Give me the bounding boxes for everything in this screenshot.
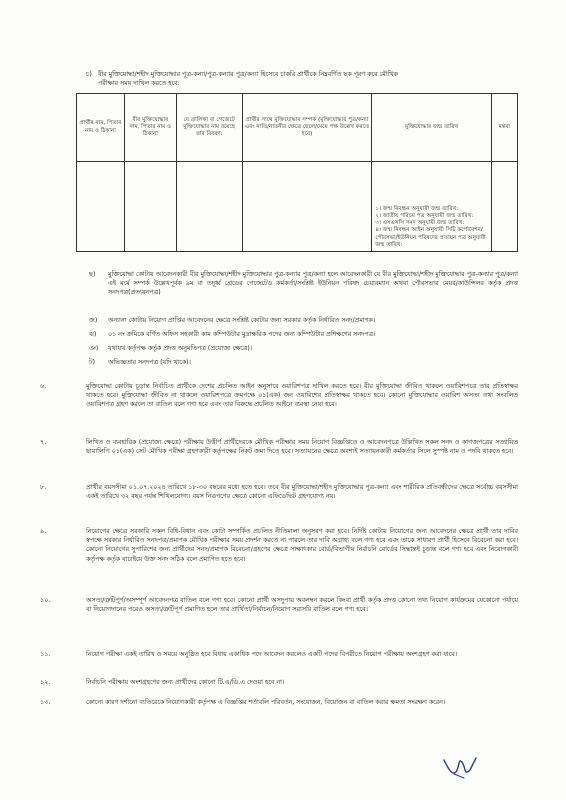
item-number: ১১. <box>40 650 51 658</box>
item-text: লিখিত ও ব্যবহারিক (প্রযোজ্য ক্ষেত্রে) পরীক্ষায় উত্তীর্ণ প্রার্থীদেরকে মৌখিক পরীক্ষার সময় নিয়োগ বিজ্ঞপ্তিতে ও আবেদনপত্রে উল্লিখিত সকল সনদ ও কাগজপত্রের সত্যায়িত ছায়ালিপি ০১(এক) সেট মৌখিক পরীক্ষা গ্রহণকারী কর্তৃপক্ষের নিকট জমা দিতে হবে। সত্যায়নের ক্ষেত্রে অবশ্যই সত্যায়নকারী কর্মকর্তার সিলে সুস্পষ্ট নাম ও পদবি থাকতে হবে। <box>86 439 521 456</box>
sub-item-text: যথাযথ কর্তৃপক্ষ কর্তৃক প্রদত্ত অনুমতিপত্র (প্রযোজ্য ক্ষেত্রে)। <box>108 345 253 352</box>
item-number: ৬. <box>40 382 47 390</box>
sub-item-mark: ছ) <box>89 270 96 278</box>
item-text: নিয়োগ পরীক্ষা একই তারিখ ও সময়ে অনুষ্ঠিত হবে বিধায় একাধিক পদে আবেদন করলেও একটি পদের বিপরীতে নিয়োগ পরীক্ষায় অংশগ্রহণ করা যাবে। <box>86 651 457 658</box>
item-number: ১২. <box>40 678 51 686</box>
table-header: বীর মুক্তিযোদ্ধার নাম, পিতার নাম ও ঠিকানা <box>124 94 176 162</box>
item-number: ১৩. <box>40 698 51 706</box>
item-number: ৭. <box>40 438 47 446</box>
item-text: অসত্য/ত্রুটিপূর্ণ/অসম্পূর্ণ আবেদনপত্র বাতিল বলে গণ্য হবে। কোনো প্রার্থী অসদুপায় অবলম্বন করলে কিংবা প্রার্থী কর্তৃক প্রদত্ত কোনো তথ্য নিয়োগ কার্যক্রমের যেকোনো পর্যায়ে বা নিয়োগদানের পরেও অসত্য/ত্রুটিপূর্ণ প্রমাণিত হলে তার প্রার্থিতা/নির্বাচন/নিয়োগ সরাসরি বাতিল বলে গণ্য হবে। <box>86 597 521 614</box>
birth-date-notes-text: ১। জন্ম নিবন্ধন অনুযায়ী জন্ম তারিখ: ২। জাতীয় পরিচয় পত্র অনুযায়ী জন্ম তারিখ: ৩। এসএসসি সনদ অনুযায়ী জন্ম তারিখ: ৪। জন্ম নিবন্ধন আইন অনুযায়ী সিটি কর্পোরেশন/পৌরসভা/ইউনিয়ন পরিষদের প্রত্যয়ন পত্র অনুযায়ী জন্ম তারিখ: <box>375 205 486 248</box>
item-text: নির্বাচনি পরীক্ষায় অংশগ্রহণের জন্য প্রার্থীদের কোনো টি.এ/ডি.এ দেওয়া হবে না। <box>86 679 285 686</box>
table-header: মুক্তিযোদ্ধার জন্ম তারিখ <box>372 94 492 162</box>
sub-item-mark: ঞ) <box>89 344 99 352</box>
signature-mark <box>440 752 480 782</box>
table-cell <box>77 162 125 252</box>
sub-item-mark: জ) <box>89 316 98 324</box>
item-text: কোনো কারণ দর্শানো ব্যতিরেকে নিয়োগকারী কর্তৃপক্ষ এ বিজ্ঞপ্তির শর্তাবলি পরিবর্তন, সংযোজন, বিয়োজন বা বাতিল করার ক্ষমতা সংরক্ষণ করেন। <box>86 699 446 706</box>
table-header: প্রার্থীর সাথে মুক্তিযোদ্ধার সম্পর্ক (মুক্তিযোদ্ধার পুত্র/কন্যা এবং নাতি/নাতনীর ক্ষেত্রে ছেলে/মেয়ে পক্ষ উল্লেখ করতে হবে) <box>242 94 372 162</box>
sub-item-mark: ঝ) <box>89 330 97 338</box>
item-c-intro: চ) বীর মুক্তিযোদ্ধা/শহীদ মুক্তিযোদ্ধার পুত্র-কন্যা/পুত্র-কন্যার পুত্র/কন্যা হিসেবে চাকরি প্রার্থীকে নিম্নবর্ণিত ছক পূরণ করে মৌখিক পরীক্ষার সময় দাখিল করতে হবে: <box>86 71 398 88</box>
item-text: মুক্তিযোদ্ধা কোটায় চূড়ান্ত নির্বাচিত প্রার্থীকে দেশের প্রচলিত আইন অনুসারে ওয়ারিশপত্র দাখিল করতে হবে। বীর মুক্তিযোদ্ধা জীবিত থাকলে ওয়ারিশপত্রে তার প্রতিস্বাক্ষর থাকতে হবে। মুক্তিযোদ্ধা জীবিত না থাকলে ওয়ারিশপত্রে ক্রমপক্ষে ০১(এক) জন ওয়ারিশের প্রতিস্বাক্ষর থাকতে হবে। কোনো মুক্তিযোদ্ধার ওয়ারিশ অসত্য তথ্য সংবলিত ওয়ারিশপত্র গ্রহণ করলে তা বাতিল বলে গণ্য হবে এবং তার বিরুদ্ধে প্রচলিত আইনে ব্যবস্থা নেয়া হবে। <box>86 383 521 409</box>
sub-item-text: ০১ নং ক্রমিকে বর্ণিত অফিস সহকারী কাম কম্পিউটার মুদ্রাক্ষরিক পদের জন্য কম্পিউটার প্রশিক্ষণের সনদপত্র। <box>108 331 376 338</box>
item-number: ৯. <box>40 527 47 535</box>
table-cell <box>491 162 517 252</box>
table-cell <box>242 162 372 252</box>
birth-date-notes <box>372 162 492 252</box>
item-text: নিয়োগের ক্ষেত্রে সরকারি সকল বিধি-বিধান এবং কোটা সম্পর্কিত প্রচলিত নীতিমালা অনুসরণ করা হবে। নির্দিষ্ট কোটায় নিয়োগের জন্য আবেদনের ক্ষেত্রে প্রার্থী তার দাবির স্বপক্ষে সরকার নির্ধারিত সনদপত্র/প্রমাণক মৌখিক পরীক্ষার সময় প্রদর্শন করতে না পারলে তার দাবি অগ্রাহ্য বলে গণ্য হবে এবং তাকে সাধারণ প্রার্থী হিসেবে বিবেচনা করা হবে। কোনো নিয়োগের সুপারিশের জন্য প্রার্থীদের সনদ/প্রমাণক বিবেচনা/গ্রহণের ক্ষেত্রে সাক্ষাৎকার বোর্ড/বিভাগীয় নির্বাচনি বোর্ডের সিদ্ধান্তই চূড়ান্ত বলে গণ্য হবে এবং নিয়োগকারী কর্তৃপক্ষ কর্তৃক যাচাইয়ে উক্ত সনদ সঠিক বলে প্রমাণিত হতে হবে। <box>86 528 521 563</box>
table-header: প্রার্থীর নাম, পিতার নাম ও ঠিকানা <box>77 94 125 162</box>
item-text: প্রার্থীর বয়সসীমা ০১.০৭.২০২৪ তারিখে ১৮-৩০ বছরের মধ্যে হতে হবে। তবে বীর মুক্তিযোদ্ধা/শহীদ মুক্তিযোদ্ধার পুত্র-কন্যা এবং শারীরিক প্রতিবন্ধীদের ক্ষেত্রে সর্বোচ্চ বয়সসীমা একই তারিখে ৩২ বছর পর্যন্ত শিথিলযোগ্য। বয়স নিরূপণের ক্ষেত্রে কোনো এফিডেভিট গ্রহণযোগ্য নয়। <box>86 484 521 501</box>
sub-item-text: অভিজ্ঞতার সনদপত্র (যদি থাকে)। <box>108 359 191 366</box>
table-header: যে তালিকা বা গেজেটে মুক্তিযোদ্ধার নাম রয়েছে তার বিবরণ: <box>176 94 242 162</box>
table-header: মন্তব্য <box>491 94 517 162</box>
item-number: ১০. <box>40 596 51 604</box>
freedom-fighter-form-table <box>76 93 518 252</box>
sub-item-text: অন্যান্য কোটায় নিয়োগ প্রাপ্তির আবেদনের ক্ষেত্রে সংশ্লিষ্ট কোটার জন্য সরকার কর্তৃক নির্ধারিত সনদ/প্রমাণক। <box>108 317 376 324</box>
table-cell <box>176 162 242 252</box>
table-cell <box>124 162 176 252</box>
item-number: ৮. <box>40 483 47 491</box>
sub-item-text: মুক্তিযোদ্ধা কোটায় আবেদনকারী বীর মুক্তিযোদ্ধা/শহীদ মুক্তিযোদ্ধার পুত্র-কন্যার পুত্র/কন্যা হলে আবেদনকারী যে বীর মুক্তিযোদ্ধা/শহীদ মুক্তিযোদ্ধার পুত্র-কন্যার পুত্র/কন্যা এই মর্মে সম্পর্ক উল্লেখপূর্বক ৯ম বা তদূর্ধ্ব গ্রেডের গেজেটেড কর্মকর্তা/সংশ্লিষ্ট ইউনিয়ন পরিষদ চেয়ারম্যান অথবা পৌরসভার মেয়র/কাউন্সিলর কর্তৃক প্রদত্ত সনদপত্র(প্রত্যয়নপত্র) <box>108 271 521 297</box>
sub-item-mark: ট) <box>89 358 96 366</box>
